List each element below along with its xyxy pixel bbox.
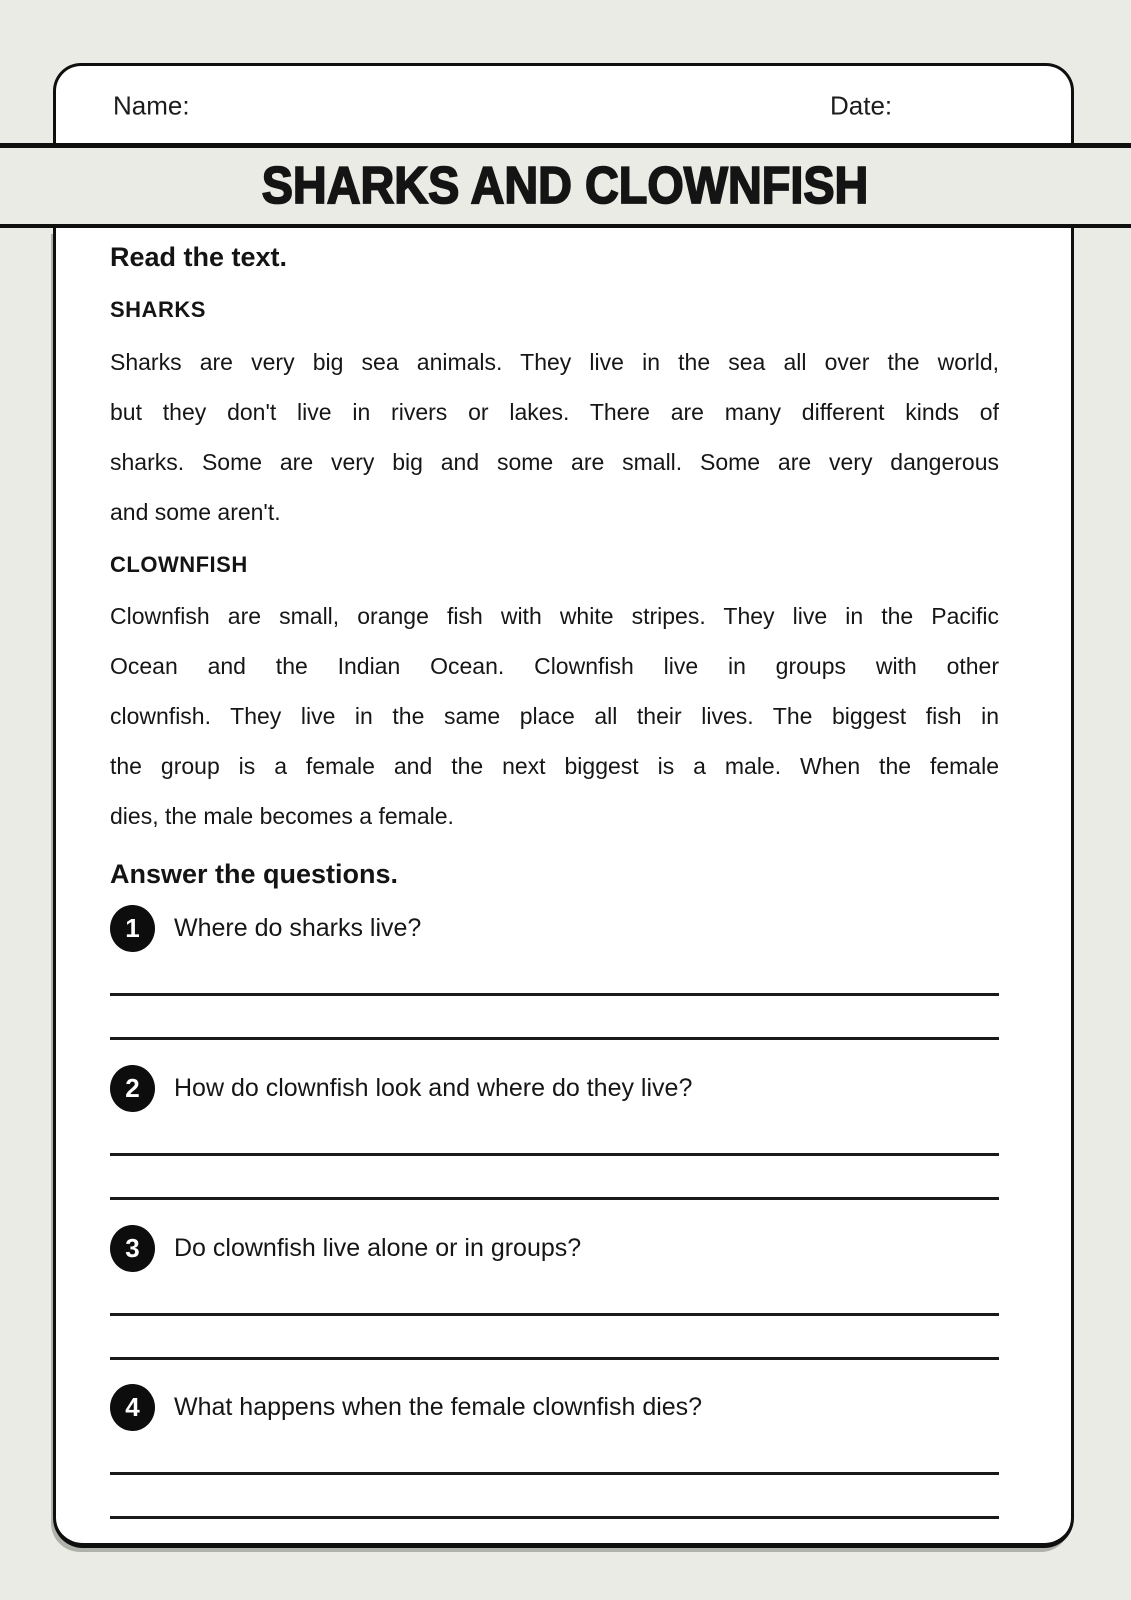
name-input-area[interactable] [196, 86, 796, 130]
clownfish-heading: CLOWNFISH [110, 552, 248, 577]
answer-line[interactable] [110, 1197, 999, 1200]
passage-line: sharks. Some are very big and some are small. Some are very dangerous [110, 449, 999, 475]
question-block-3 [110, 1225, 999, 1385]
answer-line[interactable] [110, 1472, 999, 1475]
answer-line[interactable] [110, 1516, 999, 1519]
date-label: Date: [830, 90, 893, 120]
page-title: SHARKS AND CLOWNFISH [262, 157, 869, 215]
clownfish-paragraph [110, 591, 999, 841]
question-row [110, 1225, 999, 1272]
answer-instruction: Answer the questions. [110, 859, 399, 889]
passage-line: dies, the male becomes a female. [110, 803, 454, 829]
passage-line: clownfish. They live in the same place all their lives. The biggest fish in [110, 703, 999, 729]
question-text: What happens when the female clownfish dies? [174, 1393, 703, 1421]
answer-line[interactable] [110, 1313, 999, 1316]
question-text: Do clownfish live alone or in groups? [174, 1234, 582, 1262]
question-text: How do clownfish look and where do they live? [174, 1074, 693, 1102]
date-input-area[interactable] [906, 86, 1056, 130]
title-band [0, 143, 1131, 228]
question-number-badge: 1 [110, 905, 155, 952]
answer-line[interactable] [110, 1153, 999, 1156]
worksheet-body [53, 228, 1074, 1548]
passage-line: the group is a female and the next biggest is a male. When the female [110, 753, 999, 779]
passage-line: Sharks are very big sea animals. They live in the sea all over the world, [110, 349, 999, 375]
question-row [110, 905, 999, 952]
passage-line: but they don't live in rivers or lakes. There are many different kinds of [110, 399, 999, 425]
question-row [110, 1065, 999, 1112]
question-block-4 [110, 1384, 999, 1544]
passage-line: Ocean and the Indian Ocean. Clownfish live in groups with other [110, 653, 999, 679]
question-number-badge: 4 [110, 1384, 155, 1431]
name-date-box [53, 63, 1074, 145]
answer-line[interactable] [110, 1037, 999, 1040]
sharks-paragraph [110, 337, 999, 537]
question-text: Where do sharks live? [174, 914, 422, 942]
question-block-1 [110, 905, 999, 1065]
read-instruction: Read the text. [110, 242, 288, 272]
question-number-badge: 3 [110, 1225, 155, 1272]
name-label: Name: [113, 90, 190, 120]
answer-line[interactable] [110, 1357, 999, 1360]
question-number-badge: 2 [110, 1065, 155, 1112]
question-block-2 [110, 1065, 999, 1225]
passage-line: Clownfish are small, orange fish with white stripes. They live in the Pacific [110, 603, 999, 629]
answer-line[interactable] [110, 993, 999, 996]
question-row [110, 1384, 999, 1431]
passage-line: and some aren't. [110, 499, 281, 525]
sharks-heading: SHARKS [110, 297, 206, 322]
